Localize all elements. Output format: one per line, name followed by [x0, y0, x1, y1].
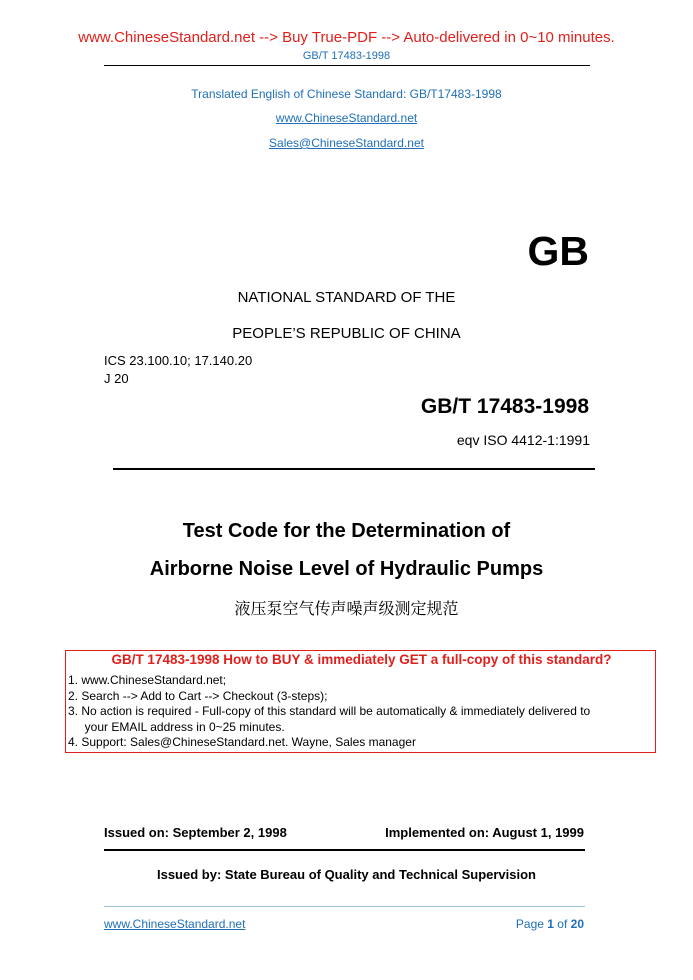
ics-code: ICS 23.100.10; 17.140.20	[104, 353, 253, 368]
page-indicator	[400, 917, 584, 931]
purchase-steps-list	[68, 673, 590, 751]
purchase-box-title: GB/T 17483-1998 How to BUY & immediately GET a full-copy of this standard?	[111, 652, 612, 667]
dates-divider	[104, 849, 585, 851]
purchase-step-3-continued: your EMAIL address in 0~25 minutes.	[68, 719, 285, 734]
implemented-on-date: Implemented on: August 1, 1999	[385, 825, 584, 840]
translation-website-link[interactable]	[0, 111, 693, 125]
page-current: 1	[547, 917, 554, 931]
title-chinese: 液压泵空气传声噪声级测定规范	[234, 599, 459, 618]
iso-equivalence: eqv ISO 4412-1:1991	[456, 432, 590, 448]
header-banner[interactable]: www.ChineseStandard.net --> Buy True-PDF --> Auto-delivered in 0~10 minutes.	[78, 29, 615, 46]
page-total: 20	[570, 917, 584, 931]
title-line2: Airborne Noise Level of Hydraulic Pumps	[149, 558, 544, 580]
purchase-step-4: 4. Support: Sales@ChineseStandard.net. Wayne, Sales manager	[68, 735, 416, 749]
translation-website-text[interactable]: www.ChineseStandard.net	[275, 111, 418, 125]
ccs-code: J 20	[104, 371, 129, 386]
footer-website-link[interactable]	[104, 917, 245, 931]
header-standard-code: GB/T 17483-1998	[302, 50, 391, 62]
page-of: of	[553, 917, 571, 931]
translation-line: Translated English of Chinese Standard: GB/T17483-1998	[191, 87, 502, 101]
purchase-info-box	[65, 650, 656, 753]
page-prefix: Page	[515, 917, 548, 931]
purchase-step-3: 3. No action is required - Full-copy of this standard will be automatically & immediately delivered to	[68, 704, 591, 718]
gb-mark: GB	[527, 228, 589, 274]
footer-divider	[104, 906, 585, 907]
standard-number: GB/T 17483-1998	[420, 395, 589, 418]
translation-email-text[interactable]: Sales@ChineseStandard.net	[269, 136, 424, 150]
footer-website-text[interactable]: www.ChineseStandard.net	[104, 917, 246, 931]
translation-email-link[interactable]	[0, 136, 693, 150]
header-divider	[104, 65, 590, 66]
purchase-step-2: 2. Search --> Add to Cart --> Checkout (3-steps);	[68, 688, 328, 703]
title-line1: Test Code for the Determination of	[182, 520, 511, 542]
standard-divider	[113, 468, 595, 470]
national-standard-line2: PEOPLE’S REPUBLIC OF CHINA	[232, 325, 461, 342]
national-standard-line1: NATIONAL STANDARD OF THE	[237, 289, 456, 306]
purchase-step-1[interactable]: 1. www.ChineseStandard.net;	[68, 673, 227, 687]
issued-on-date: Issued on: September 2, 1998	[104, 825, 287, 840]
issued-by: Issued by: State Bureau of Quality and Technical Supervision	[156, 867, 536, 882]
